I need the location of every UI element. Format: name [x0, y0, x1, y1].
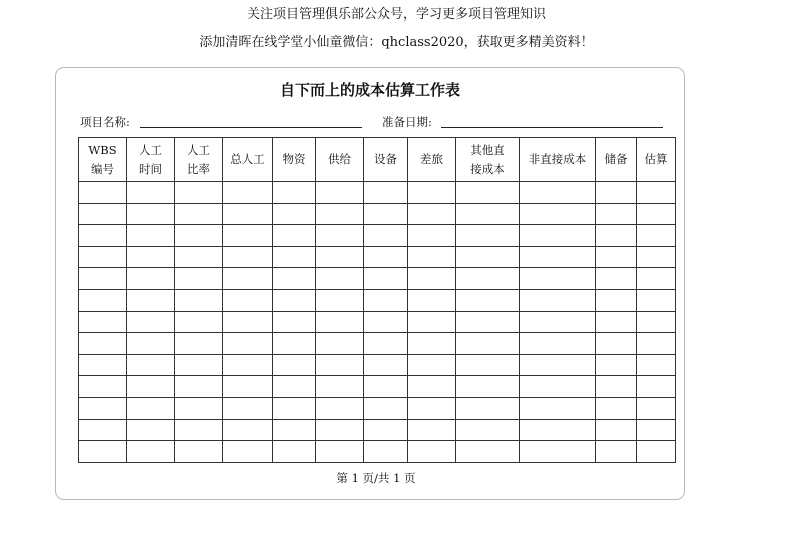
table-cell[interactable]	[223, 182, 273, 204]
table-row	[79, 397, 676, 419]
table-cell[interactable]	[79, 397, 127, 419]
table-cell[interactable]	[223, 333, 273, 355]
table-cell[interactable]	[175, 397, 223, 419]
table-cell[interactable]	[408, 376, 456, 398]
table-cell[interactable]	[273, 225, 316, 247]
table-cell[interactable]	[520, 311, 596, 333]
table-cell[interactable]	[79, 246, 127, 268]
table-cell[interactable]	[408, 289, 456, 311]
table-cell[interactable]	[273, 376, 316, 398]
table-cell[interactable]	[79, 311, 127, 333]
table-cell[interactable]	[520, 225, 596, 247]
table-cell[interactable]	[596, 376, 637, 398]
table-cell[interactable]	[127, 333, 175, 355]
column-header-line-2: 接成本	[470, 161, 505, 176]
table-cell[interactable]	[364, 225, 408, 247]
column-header-line-1: 供给	[328, 152, 351, 166]
table-header-row	[79, 138, 676, 182]
page-number: 第 1 页/共 1 页	[336, 471, 416, 485]
table-cell[interactable]	[408, 354, 456, 376]
table-cell[interactable]	[520, 376, 596, 398]
table-cell[interactable]	[127, 311, 175, 333]
table-cell[interactable]	[127, 246, 175, 268]
table-cell[interactable]	[520, 419, 596, 441]
table-cell[interactable]	[408, 203, 456, 225]
table-cell[interactable]	[637, 182, 676, 204]
table-cell[interactable]	[520, 289, 596, 311]
table-row	[79, 268, 676, 290]
table-cell[interactable]	[79, 289, 127, 311]
table-body	[79, 182, 676, 463]
table-cell[interactable]	[316, 354, 364, 376]
table-cell[interactable]	[223, 376, 273, 398]
table-cell[interactable]	[79, 354, 127, 376]
table-cell[interactable]	[520, 203, 596, 225]
table-row	[79, 441, 676, 463]
table-cell[interactable]	[316, 441, 364, 463]
table-cell[interactable]	[637, 397, 676, 419]
table-cell[interactable]	[175, 203, 223, 225]
table-cell[interactable]	[316, 289, 364, 311]
table-cell[interactable]	[223, 203, 273, 225]
table-cell[interactable]	[596, 225, 637, 247]
table-cell[interactable]	[273, 311, 316, 333]
table-cell[interactable]	[596, 268, 637, 290]
table-cell[interactable]	[456, 311, 520, 333]
table-cell[interactable]	[364, 182, 408, 204]
table-cell[interactable]	[79, 419, 127, 441]
table-cell[interactable]	[456, 182, 520, 204]
column-header-line-1: 人工	[139, 142, 162, 157]
table-cell[interactable]	[316, 397, 364, 419]
table-cell[interactable]	[127, 268, 175, 290]
table-cell[interactable]	[364, 333, 408, 355]
column-header	[456, 138, 520, 182]
table-cell[interactable]	[273, 354, 316, 376]
table-cell[interactable]	[127, 376, 175, 398]
column-header	[175, 138, 223, 182]
table-cell[interactable]	[596, 333, 637, 355]
table-cell[interactable]	[79, 203, 127, 225]
table-cell[interactable]	[364, 354, 408, 376]
worksheet-title: 自下而上的成本估算工作表	[279, 81, 460, 99]
table-cell[interactable]	[79, 441, 127, 463]
table-cell[interactable]	[127, 203, 175, 225]
table-row	[79, 376, 676, 398]
column-header	[223, 138, 273, 182]
table-cell[interactable]	[175, 311, 223, 333]
table-cell[interactable]	[520, 268, 596, 290]
table-cell[interactable]	[127, 419, 175, 441]
table-cell[interactable]	[637, 246, 676, 268]
table-cell[interactable]	[273, 182, 316, 204]
table-cell[interactable]	[223, 225, 273, 247]
table-cell[interactable]	[316, 419, 364, 441]
table-cell[interactable]	[456, 397, 520, 419]
column-header-line-1: 差旅	[420, 152, 443, 166]
table-cell[interactable]	[364, 419, 408, 441]
table-row	[79, 333, 676, 355]
project-name-field[interactable]	[140, 127, 362, 128]
table-row	[79, 354, 676, 376]
column-header	[316, 138, 364, 182]
table-cell[interactable]	[456, 289, 520, 311]
table-cell[interactable]	[127, 289, 175, 311]
table-cell[interactable]	[316, 246, 364, 268]
table-cell[interactable]	[364, 289, 408, 311]
table-cell[interactable]	[223, 441, 273, 463]
column-header	[520, 138, 596, 182]
table-cell[interactable]	[175, 333, 223, 355]
column-header	[408, 138, 456, 182]
table-cell[interactable]	[364, 397, 408, 419]
column-header-line-1: 储备	[604, 152, 628, 166]
table-cell[interactable]	[273, 246, 316, 268]
table-row	[79, 419, 676, 441]
table-cell[interactable]	[223, 419, 273, 441]
column-header	[596, 138, 637, 182]
column-header	[364, 138, 408, 182]
table-cell[interactable]	[364, 246, 408, 268]
table-cell[interactable]	[637, 311, 676, 333]
table-cell[interactable]	[637, 225, 676, 247]
cost-estimate-table	[78, 137, 676, 463]
table-cell[interactable]	[408, 441, 456, 463]
table-cell[interactable]	[127, 354, 175, 376]
table-cell[interactable]	[364, 376, 408, 398]
table-cell[interactable]	[223, 311, 273, 333]
column-header-line-2: 编号	[91, 161, 114, 176]
table-cell[interactable]	[456, 419, 520, 441]
table-cell[interactable]	[456, 203, 520, 225]
table-cell[interactable]	[316, 311, 364, 333]
table-cell[interactable]	[273, 333, 316, 355]
table-cell[interactable]	[79, 225, 127, 247]
column-header-line-1: 人工	[187, 142, 210, 157]
table-cell[interactable]	[408, 268, 456, 290]
table-cell[interactable]	[637, 289, 676, 311]
table-cell[interactable]	[520, 333, 596, 355]
table-row	[79, 182, 676, 204]
table-cell[interactable]	[408, 419, 456, 441]
column-header-line-1: 物资	[282, 152, 306, 166]
table-cell[interactable]	[456, 354, 520, 376]
table-cell[interactable]	[596, 397, 637, 419]
table-row	[79, 203, 676, 225]
table-cell[interactable]	[637, 268, 676, 290]
table-row	[79, 289, 676, 311]
table-cell[interactable]	[127, 397, 175, 419]
table-cell[interactable]	[364, 441, 408, 463]
column-header-line-1: 设备	[374, 152, 397, 166]
table-cell[interactable]	[456, 246, 520, 268]
table-cell[interactable]	[456, 268, 520, 290]
table-cell[interactable]	[223, 397, 273, 419]
project-name-label: 项目名称:	[80, 115, 130, 129]
table-cell[interactable]	[316, 203, 364, 225]
column-header-line-2: 比率	[187, 161, 210, 176]
table-cell[interactable]	[520, 441, 596, 463]
table-cell[interactable]	[456, 333, 520, 355]
column-header-line-1: WBS	[88, 142, 117, 157]
table-cell[interactable]	[637, 354, 676, 376]
table-cell[interactable]	[637, 333, 676, 355]
table-cell[interactable]	[79, 376, 127, 398]
table-cell[interactable]	[223, 246, 273, 268]
table-cell[interactable]	[127, 441, 175, 463]
table-cell[interactable]	[408, 182, 456, 204]
table-cell[interactable]	[456, 376, 520, 398]
table-cell[interactable]	[273, 419, 316, 441]
table-cell[interactable]	[520, 397, 596, 419]
table-cell[interactable]	[408, 333, 456, 355]
table-cell[interactable]	[175, 246, 223, 268]
table-cell[interactable]	[596, 289, 637, 311]
table-cell[interactable]	[175, 419, 223, 441]
column-header	[273, 138, 316, 182]
table-cell[interactable]	[596, 441, 637, 463]
table-cell[interactable]	[316, 225, 364, 247]
table-row	[79, 246, 676, 268]
table-cell[interactable]	[596, 354, 637, 376]
table-cell[interactable]	[408, 225, 456, 247]
table-cell[interactable]	[127, 182, 175, 204]
column-header-line-1: 总人工	[230, 152, 265, 166]
table-cell[interactable]	[637, 376, 676, 398]
table-cell[interactable]	[596, 311, 637, 333]
table-cell[interactable]	[637, 419, 676, 441]
table-cell[interactable]	[79, 333, 127, 355]
table-cell[interactable]	[316, 376, 364, 398]
table-cell[interactable]	[273, 268, 316, 290]
preparation-date-label: 准备日期:	[382, 115, 432, 129]
table-cell[interactable]	[316, 333, 364, 355]
preparation-date-field[interactable]	[441, 127, 663, 128]
table-cell[interactable]	[273, 441, 316, 463]
table-cell[interactable]	[79, 268, 127, 290]
table-cell[interactable]	[637, 203, 676, 225]
table-cell[interactable]	[520, 246, 596, 268]
table-cell[interactable]	[175, 376, 223, 398]
table-cell[interactable]	[456, 441, 520, 463]
table-cell[interactable]	[316, 182, 364, 204]
table-cell[interactable]	[175, 225, 223, 247]
header-promo-line-1: 关注项目管理俱乐部公众号，学习更多项目管理知识	[246, 7, 546, 22]
table-cell[interactable]	[223, 354, 273, 376]
table-cell[interactable]	[520, 354, 596, 376]
column-header	[79, 138, 127, 182]
column-header-line-1: 估算	[644, 152, 668, 166]
column-header	[127, 138, 175, 182]
table-cell[interactable]	[175, 182, 223, 204]
table-cell[interactable]	[596, 246, 637, 268]
table-cell[interactable]	[408, 397, 456, 419]
table-cell[interactable]	[273, 397, 316, 419]
table-cell[interactable]	[408, 311, 456, 333]
table-cell[interactable]	[596, 203, 637, 225]
table-cell[interactable]	[364, 268, 408, 290]
column-header-line-1: 非直接成本	[528, 152, 587, 166]
table-row	[79, 311, 676, 333]
table-cell[interactable]	[175, 289, 223, 311]
table-cell[interactable]	[175, 354, 223, 376]
table-cell[interactable]	[364, 311, 408, 333]
table-cell[interactable]	[273, 203, 316, 225]
table-cell[interactable]	[79, 182, 127, 204]
table-cell[interactable]	[175, 268, 223, 290]
table-cell[interactable]	[520, 182, 596, 204]
table-cell[interactable]	[127, 225, 175, 247]
table-cell[interactable]	[223, 289, 273, 311]
table-cell[interactable]	[223, 268, 273, 290]
table-cell[interactable]	[456, 225, 520, 247]
table-cell[interactable]	[175, 441, 223, 463]
table-row	[79, 225, 676, 247]
table-cell[interactable]	[408, 246, 456, 268]
column-header	[637, 138, 676, 182]
header-promo-line-2: 添加清晖在线学堂小仙童微信：qhclass2020，获取更多精美资料！	[199, 35, 594, 50]
table-cell[interactable]	[273, 289, 316, 311]
table-cell[interactable]	[596, 182, 637, 204]
table-cell[interactable]	[596, 419, 637, 441]
table-cell[interactable]	[316, 268, 364, 290]
column-header-line-1: 其他直	[470, 142, 505, 157]
table-cell[interactable]	[637, 441, 676, 463]
table-cell[interactable]	[364, 203, 408, 225]
column-header-line-2: 时间	[139, 161, 162, 176]
